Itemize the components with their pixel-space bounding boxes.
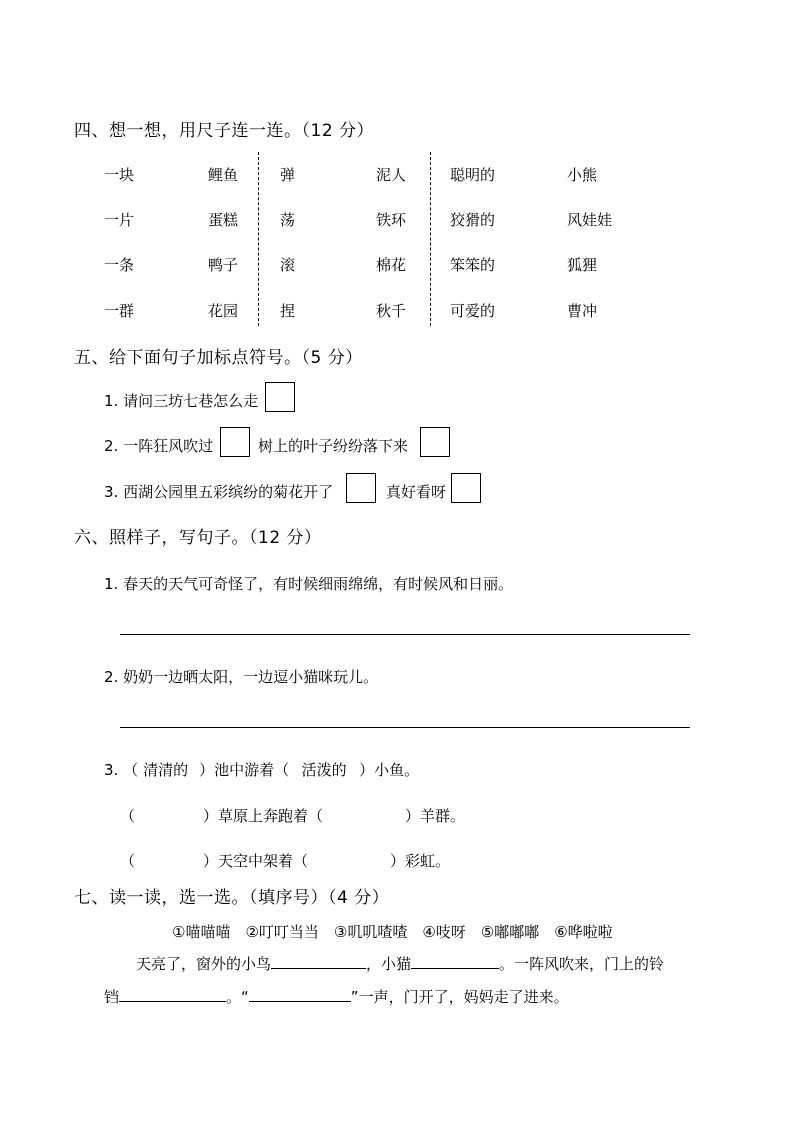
sentence-q1: 1. 春天的天气可奇怪了，有时候细雨绵绵，有时候风和日丽。: [104, 575, 514, 593]
col-f-item: 狐狸: [567, 256, 598, 274]
blank-bell[interactable]: [119, 987, 226, 1002]
q3-end: ）小鱼。: [359, 761, 420, 779]
blank-bird[interactable]: [271, 954, 366, 969]
col-e-item: 笨笨的: [450, 256, 496, 274]
blank-door[interactable]: [249, 987, 351, 1002]
col-d-item: 铁环: [376, 211, 407, 229]
row2-mid: ）天空中架着（: [203, 852, 309, 870]
blank-cat[interactable]: [411, 954, 499, 969]
row1-mid: ）草原上奔跑着（: [203, 807, 324, 825]
section-4-title: 四、想一想，用尺子连一连。（12 分）: [74, 121, 375, 141]
col-a-item: 一片: [104, 211, 135, 229]
punct-answer-box[interactable]: [346, 473, 376, 503]
q3-prefix: 3. （: [104, 761, 139, 779]
sentence-q3: [104, 759, 419, 780]
punct-answer-box[interactable]: [451, 473, 481, 503]
section-7-title: 七、读一读，选一选。（填序号）（4 分）: [74, 888, 390, 908]
col-d-item: 秋千: [376, 302, 407, 320]
p2-text-a: 铛: [104, 988, 120, 1006]
col-e-item: 狡猾的: [450, 211, 496, 229]
divider-dashed: [258, 152, 259, 326]
col-d-item: 棉花: [376, 256, 407, 274]
p2-text-b: 。“: [226, 988, 249, 1006]
row2-end: ）彩虹。: [390, 852, 451, 870]
col-e-item: 可爱的: [450, 302, 496, 320]
col-a-item: 一块: [104, 166, 135, 184]
sentence-q2: 2. 奶奶一边晒太阳，一边逗小猫咪玩儿。: [104, 668, 379, 686]
q3-example-word-2: 活泼的: [301, 761, 347, 779]
passage-line-2: [104, 986, 569, 1007]
punct-q2-text-b: 树上的叶子纷纷落下来: [258, 437, 409, 455]
col-b-item: 花园: [208, 302, 239, 320]
fill-row-1: [120, 805, 465, 826]
col-c-item: 捏: [280, 302, 296, 320]
col-b-item: 蛋糕: [208, 211, 239, 229]
col-b-item: 鸭子: [208, 256, 239, 274]
passage-line-1: [136, 953, 664, 974]
p2-text-c: ”一声，门开了，妈妈走了进来。: [350, 988, 569, 1006]
punct-q1-text: 1. 请问三坊七巷怎么走: [104, 392, 259, 410]
row1-end: ）羊群。: [405, 807, 466, 825]
row2-open: （: [120, 852, 136, 870]
row1-open: （: [120, 807, 136, 825]
q3-example-word-1: 清清的: [143, 761, 189, 779]
p1-text-c: 。一阵风吹来，门上的铃: [499, 955, 665, 973]
col-c-item: 荡: [280, 211, 296, 229]
punct-q3-text-a: 3. 西湖公园里五彩缤纷的菊花开了: [104, 483, 334, 501]
fill-row-2: [120, 850, 450, 871]
section-6-title: 六、照样子，写句子。（12 分）: [74, 528, 322, 548]
col-d-item: 泥人: [376, 166, 407, 184]
divider-dashed: [430, 152, 431, 326]
punct-q3-text-b: 真好看呀: [386, 483, 447, 501]
answer-line[interactable]: [120, 634, 690, 635]
col-c-item: 弹: [280, 166, 296, 184]
p1-text-a: 天亮了，窗外的小鸟: [136, 955, 272, 973]
col-f-item: 小熊: [567, 166, 598, 184]
q3-mid: ）池中游着（: [199, 761, 290, 779]
col-a-item: 一群: [104, 302, 135, 320]
col-f-item: 曹冲: [567, 302, 598, 320]
punct-answer-box[interactable]: [420, 427, 450, 457]
p1-text-b: ，小猫: [366, 955, 412, 973]
answer-line[interactable]: [120, 727, 690, 728]
section-5-title: 五、给下面句子加标点符号。（5 分）: [74, 348, 363, 368]
col-f-item: 风娃娃: [567, 211, 613, 229]
punct-answer-box[interactable]: [220, 427, 250, 457]
punct-answer-box[interactable]: [265, 382, 295, 412]
col-c-item: 滚: [280, 256, 296, 274]
option-list: ①喵喵喵 ②叮叮当当 ③叽叽喳喳 ④吱呀 ⑤嘟嘟嘟 ⑥哗啦啦: [172, 923, 613, 941]
col-b-item: 鲤鱼: [208, 166, 239, 184]
col-e-item: 聪明的: [450, 166, 496, 184]
punct-q2-text-a: 2. 一阵狂风吹过: [104, 437, 214, 455]
col-a-item: 一条: [104, 256, 135, 274]
